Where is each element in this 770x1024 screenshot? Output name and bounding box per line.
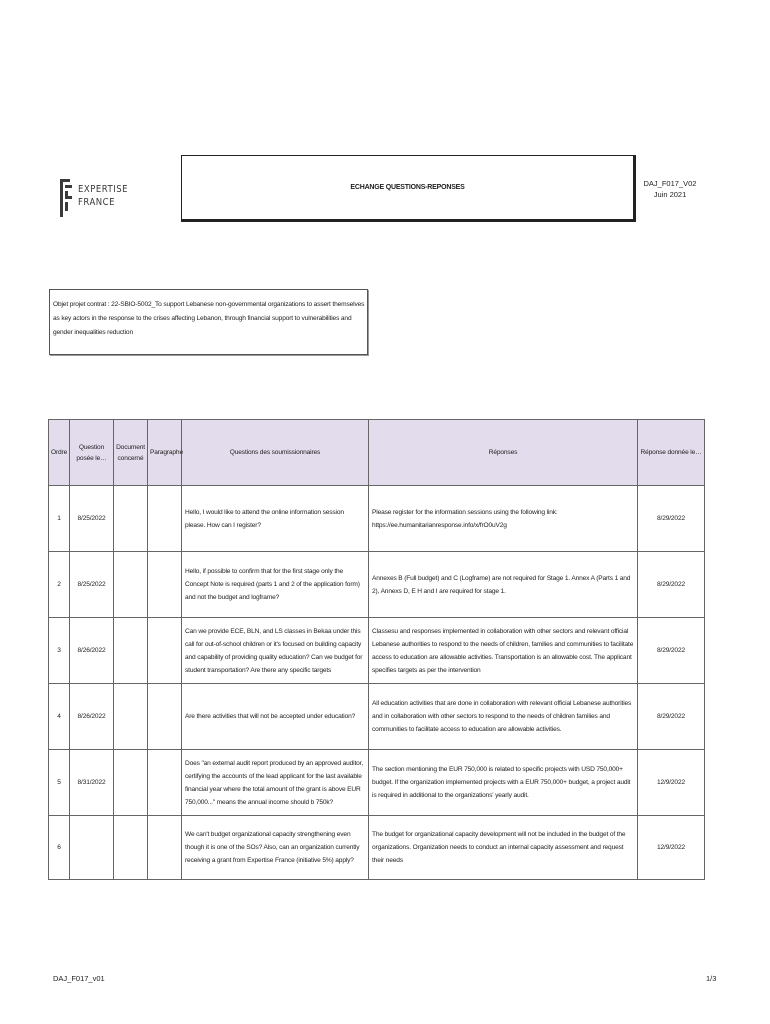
document-title: ECHANGE QUESTIONS-REPONSES bbox=[350, 184, 465, 191]
cell-document bbox=[114, 684, 148, 750]
cell-document bbox=[114, 552, 148, 618]
document-reference bbox=[640, 178, 700, 200]
cell-question-date: 8/25/2022 bbox=[70, 486, 114, 552]
footer-document-code: DAJ_F017_v01 bbox=[53, 974, 105, 983]
contract-object-text: Objet projet contrat : 22-SBIO-5002_To support Lebanese non-governmental organizations to assert themselves as key actors in the response to the crises affecting Lebanon, through financial support to vulnerabilities and gender inequalities reduction bbox=[53, 301, 365, 336]
header-reponse-date: Réponse donnée le… bbox=[638, 420, 705, 486]
cell-reponse: The section mentioning the EUR 750,000 is related to specific projects with USD 750,000+ budget. If the organization implemented projects with a EUR 750,000+ budget, a project audit is required in additional to the organizations' yearly audit. bbox=[369, 750, 638, 816]
header-reponses: Réponses bbox=[369, 420, 638, 486]
cell-question: Hello, if possible to confirm that for the first stage only the Concept Note is required (parts 1 and 2 of the application form) and not the budget and logframe? bbox=[182, 552, 369, 618]
header-questions: Questions des soumissionnaires bbox=[182, 420, 369, 486]
logo-text-line1: EXPERTISE bbox=[78, 184, 129, 195]
cell-paragraphe bbox=[148, 816, 182, 880]
cell-reponse-date: 12/9/2022 bbox=[638, 816, 705, 880]
table-row bbox=[49, 684, 705, 750]
table-row bbox=[49, 750, 705, 816]
cell-paragraphe bbox=[148, 750, 182, 816]
footer-page-number: 1/3 bbox=[706, 974, 717, 983]
logo-mark-icon bbox=[60, 179, 72, 217]
cell-ordre: 5 bbox=[49, 750, 70, 816]
cell-reponse-date: 8/29/2022 bbox=[638, 552, 705, 618]
header-document: Document concerné bbox=[114, 420, 148, 486]
cell-reponse: The budget for organizational capacity development will not be included in the budget of the organizations. Organization needs to conduct an internal capacity assessment and request their needs bbox=[369, 816, 638, 880]
cell-question: We can't budget organizational capacity strengthening even though it is one of the SOs? Also, can an organization currently receiving a grant from Expertise France (initiative 5%) apply? bbox=[182, 816, 369, 880]
cell-document bbox=[114, 816, 148, 880]
cell-question-date: 8/26/2022 bbox=[70, 618, 114, 684]
cell-reponse-date: 8/29/2022 bbox=[638, 486, 705, 552]
table-row bbox=[49, 816, 705, 880]
cell-paragraphe bbox=[148, 684, 182, 750]
cell-reponse-date: 12/9/2022 bbox=[638, 750, 705, 816]
cell-question: Hello, I would like to attend the online information session please. How can I register? bbox=[182, 486, 369, 552]
cell-paragraphe bbox=[148, 486, 182, 552]
cell-paragraphe bbox=[148, 618, 182, 684]
cell-ordre: 6 bbox=[49, 816, 70, 880]
header-paragraphe: Paragraphe bbox=[148, 420, 182, 486]
header-ordre: Ordre bbox=[49, 420, 70, 486]
logo-text-line2: FRANCE bbox=[78, 197, 116, 208]
cell-ordre: 3 bbox=[49, 618, 70, 684]
cell-question: Can we provide ECE, BLN, and LS classes in Bekaa under this call for out-of-school children or it's focused on building capacity and capability of providing quality education? Can we budget for student transportation? Are there any specific targets bbox=[182, 618, 369, 684]
cell-paragraphe bbox=[148, 552, 182, 618]
reference-date: Juin 2021 bbox=[653, 190, 687, 199]
cell-ordre: 4 bbox=[49, 684, 70, 750]
cell-question: Are there activities that will not be accepted under education? bbox=[182, 684, 369, 750]
cell-ordre: 1 bbox=[49, 486, 70, 552]
cell-document bbox=[114, 486, 148, 552]
cell-document bbox=[114, 750, 148, 816]
questions-answers-table bbox=[48, 419, 705, 880]
reference-code: DAJ_F017_V02 bbox=[643, 179, 697, 188]
cell-reponse: Classesu and responses implemented in collaboration with other sectors and relevant official Lebanese authorities to respond to the needs of children, families and communities to facilitate access to education are allowable activities. Transportation is an allowable cost. The applicant specifies targets as per the intervention bbox=[369, 618, 638, 684]
table-row bbox=[49, 618, 705, 684]
cell-reponse-date: 8/29/2022 bbox=[638, 618, 705, 684]
document-title-box bbox=[181, 155, 636, 222]
cell-ordre: 2 bbox=[49, 552, 70, 618]
cell-question: Does "an external audit report produced by an approved auditor, certifying the accounts of the lead applicant for the last available financial year where the total amount of the grant is above EUR 750,000..." means the annual income should b 750k? bbox=[182, 750, 369, 816]
expertise-france-logo bbox=[60, 179, 130, 219]
cell-question-date bbox=[70, 816, 114, 880]
table-header-row bbox=[49, 420, 705, 486]
cell-reponse: Annexes B (Full budget) and C (Logframe) are not required for Stage 1. Annex A (Parts 1 and 2), Annexs D, E H and I are required for stage 1. bbox=[369, 552, 638, 618]
cell-question-date: 8/31/2022 bbox=[70, 750, 114, 816]
table-row bbox=[49, 552, 705, 618]
table-row bbox=[49, 486, 705, 552]
cell-question-date: 8/26/2022 bbox=[70, 684, 114, 750]
contract-object-box bbox=[49, 289, 368, 355]
header-question-date: Question posée le… bbox=[70, 420, 114, 486]
cell-document bbox=[114, 618, 148, 684]
cell-reponse-date: 8/29/2022 bbox=[638, 684, 705, 750]
cell-reponse: Please register for the information sessions using the following link: https://ee.humanitarianresponse.info/x/frO0uV2g bbox=[369, 486, 638, 552]
cell-question-date: 8/25/2022 bbox=[70, 552, 114, 618]
cell-reponse: All education activities that are done in collaboration with relevant official Lebanese authorities and in collaboration with other sectors to respond to the needs of children families and communities to facilitate access to education are allowable activities. bbox=[369, 684, 638, 750]
